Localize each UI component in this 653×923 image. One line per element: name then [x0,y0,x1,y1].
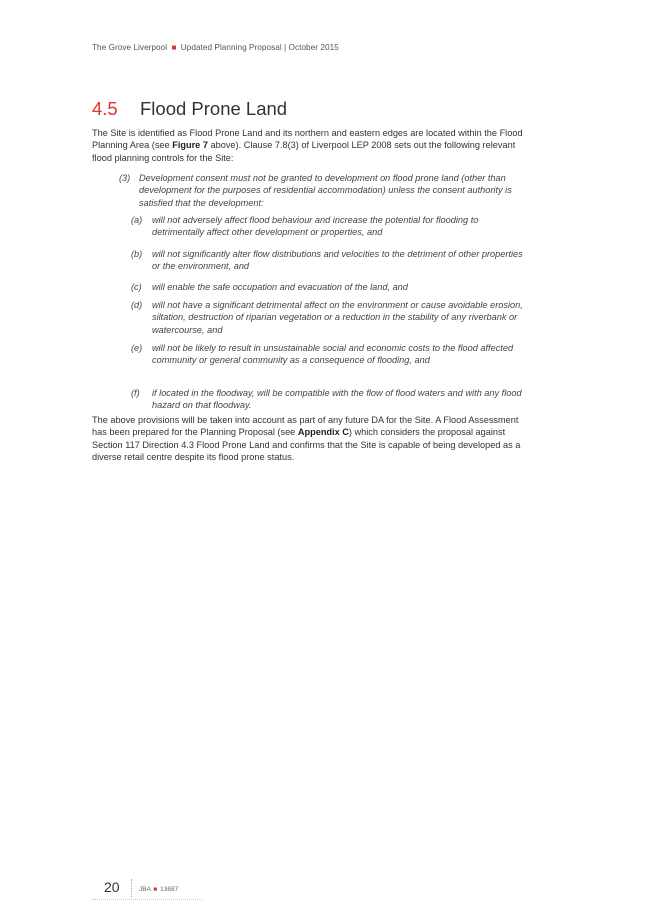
item-text: will not be likely to result in unsustainable social and economic costs to the flood affected community or general community as a consequence of flooding, and [152,343,514,366]
clause-3 [119,172,529,209]
footer-org-name: JBA [139,886,151,893]
item-text: will not significantly alter flow distributions and velocities to the detriment of other properties or the environment, and [152,249,523,272]
item-label: (f) [131,388,140,398]
figure-reference: Figure 7 [172,140,208,151]
item-text: will enable the safe occupation and evacuation of the land, and [152,282,408,292]
intro-text-1: The Site is identified as Flood Prone Land and its northern and eastern edges are located within the Flood Planning Area (see [92,128,523,151]
section-title: Flood Prone Land [140,98,288,119]
running-header [92,43,339,52]
page-number: 20 [104,879,120,895]
closing-paragraph [92,414,532,463]
header-document: Updated Planning Proposal | October 2015 [180,43,339,52]
item-text: will not adversely affect flood behaviour and increase the potential for flooding to detrimentally affect other development or properties, and [152,215,479,238]
section-number: 4.5 [92,98,118,119]
footer-ref: 13687 [160,886,179,893]
item-label: (b) [131,249,143,259]
closing-text-2: ) which considers the proposal against Section 117 Direction 4.3 Flood Prone Land and confirms that the Site is capable of being developed as a diverse retail centre despite its flood prone status. [92,427,521,462]
footer-org [139,886,178,893]
intro-text-2: above). Clause 7.8(3) of Liverpool LEP 2008 sets out the following relevant flood planning controls for the Site: [92,140,516,163]
clause-label: (3) [119,173,131,183]
closing-text-1: The above provisions will be taken into account as part of any future DA for the Site. A Flood Assessment has been prepared for the Planning Proposal (see [92,415,519,438]
clause-text: Development consent must not be granted to development on flood prone land (other than development for the purposes of residential accommodation) unless the consent authority is satisfied that the development: [139,173,512,208]
section-heading [92,98,287,120]
list-item [131,214,529,239]
footer-separator: ■ [153,886,158,893]
list-item [131,281,529,293]
appendix-reference: Appendix C [297,427,349,438]
list-item [131,387,529,412]
item-label: (c) [131,282,142,292]
item-label: (a) [131,215,143,225]
footer-rule [92,899,202,900]
header-project: The Grove Liverpool [92,43,168,52]
item-label: (e) [131,343,143,353]
intro-paragraph [92,127,532,164]
item-text: will not have a significant detrimental affect on the environment or cause avoidable erosion, siltation, destruction of riparian vegetation or a reduction in the stability of any riverbank or watercourse, and [152,300,523,335]
list-item [131,299,529,336]
item-label: (d) [131,300,143,310]
header-separator: ■ [171,43,177,52]
list-item [131,342,529,367]
list-item [131,248,529,273]
item-text: if located in the floodway, will be compatible with the flow of flood waters and with any flood hazard on that floodway. [152,388,522,411]
footer-divider [131,879,133,897]
